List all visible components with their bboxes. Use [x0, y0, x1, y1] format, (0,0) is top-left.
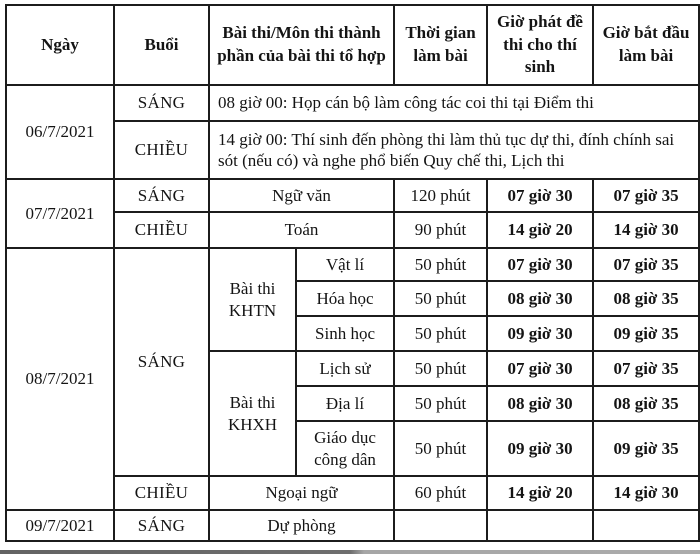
duration-cell: 60 phút: [394, 476, 487, 510]
start-time-cell: 09 giờ 35: [593, 421, 699, 476]
session-cell: CHIỀU: [114, 212, 209, 248]
session-cell: SÁNG: [114, 179, 209, 212]
exam-schedule-table: [5, 4, 700, 542]
start-time-cell: 14 giờ 30: [593, 212, 699, 248]
duration-cell: 50 phút: [394, 386, 487, 421]
distribute-time-cell: 07 giờ 30: [487, 179, 593, 212]
distribute-time-cell: 07 giờ 30: [487, 248, 593, 281]
start-time-cell: [593, 510, 699, 541]
session-cell: SÁNG: [114, 510, 209, 541]
col-header-start-time: Giờ bắt đầu làm bài: [593, 5, 699, 85]
subject-group-cell: Bài thi KHTN: [209, 248, 296, 351]
subject-cell: Hóa học: [296, 281, 394, 316]
start-time-cell: 09 giờ 35: [593, 316, 699, 351]
col-header-duration: Thời gian làm bài: [394, 5, 487, 85]
table-row: [6, 85, 699, 121]
subject-cell: Ngoại ngữ: [209, 476, 394, 510]
date-cell: 07/7/2021: [6, 179, 114, 248]
duration-cell: 120 phút: [394, 179, 487, 212]
col-header-session: Buổi: [114, 5, 209, 85]
distribute-time-cell: 09 giờ 30: [487, 421, 593, 476]
table-row: [6, 179, 699, 212]
date-cell: 08/7/2021: [6, 248, 114, 510]
duration-cell: 50 phút: [394, 316, 487, 351]
distribute-time-cell: 09 giờ 30: [487, 316, 593, 351]
subject-cell: Ngữ văn: [209, 179, 394, 212]
note-cell: 14 giờ 00: Thí sinh đến phòng thi làm thủ tục dự thi, đính chính sai sót (nếu có) và nghe phổ biến Quy chế thi, Lịch thi: [209, 121, 699, 179]
subject-cell: Địa lí: [296, 386, 394, 421]
header-row: [6, 5, 699, 85]
duration-cell: 50 phút: [394, 281, 487, 316]
subject-cell: Dự phòng: [209, 510, 394, 541]
duration-cell: [394, 510, 487, 541]
session-cell: SÁNG: [114, 85, 209, 121]
col-header-date: Ngày: [6, 5, 114, 85]
date-cell: 06/7/2021: [6, 85, 114, 179]
subject-cell: Giáo dục công dân: [296, 421, 394, 476]
subject-cell: Vật lí: [296, 248, 394, 281]
start-time-cell: 08 giờ 35: [593, 281, 699, 316]
date-cell: 09/7/2021: [6, 510, 114, 541]
distribute-time-cell: 08 giờ 30: [487, 281, 593, 316]
distribute-time-cell: 14 giờ 20: [487, 476, 593, 510]
subject-cell: Lịch sử: [296, 351, 394, 386]
session-cell: CHIỀU: [114, 476, 209, 510]
bottom-crop-strip: [0, 550, 700, 554]
start-time-cell: 07 giờ 35: [593, 351, 699, 386]
table-row: [6, 510, 699, 541]
session-cell: CHIỀU: [114, 121, 209, 179]
distribute-time-cell: 08 giờ 30: [487, 386, 593, 421]
distribute-time-cell: 14 giờ 20: [487, 212, 593, 248]
table-row: [6, 248, 699, 281]
start-time-cell: 14 giờ 30: [593, 476, 699, 510]
subject-group-cell: Bài thi KHXH: [209, 351, 296, 476]
session-cell: SÁNG: [114, 248, 209, 476]
subject-cell: Sinh học: [296, 316, 394, 351]
duration-cell: 50 phút: [394, 421, 487, 476]
start-time-cell: 08 giờ 35: [593, 386, 699, 421]
col-header-subject: Bài thi/Môn thi thành phần của bài thi tổ hợp: [209, 5, 394, 85]
note-cell: 08 giờ 00: Họp cán bộ làm công tác coi thi tại Điểm thi: [209, 85, 699, 121]
distribute-time-cell: 07 giờ 30: [487, 351, 593, 386]
start-time-cell: 07 giờ 35: [593, 248, 699, 281]
duration-cell: 50 phút: [394, 248, 487, 281]
subject-cell: Toán: [209, 212, 394, 248]
col-header-distribute-time: Giờ phát đề thi cho thí sinh: [487, 5, 593, 85]
distribute-time-cell: [487, 510, 593, 541]
duration-cell: 90 phút: [394, 212, 487, 248]
start-time-cell: 07 giờ 35: [593, 179, 699, 212]
duration-cell: 50 phút: [394, 351, 487, 386]
